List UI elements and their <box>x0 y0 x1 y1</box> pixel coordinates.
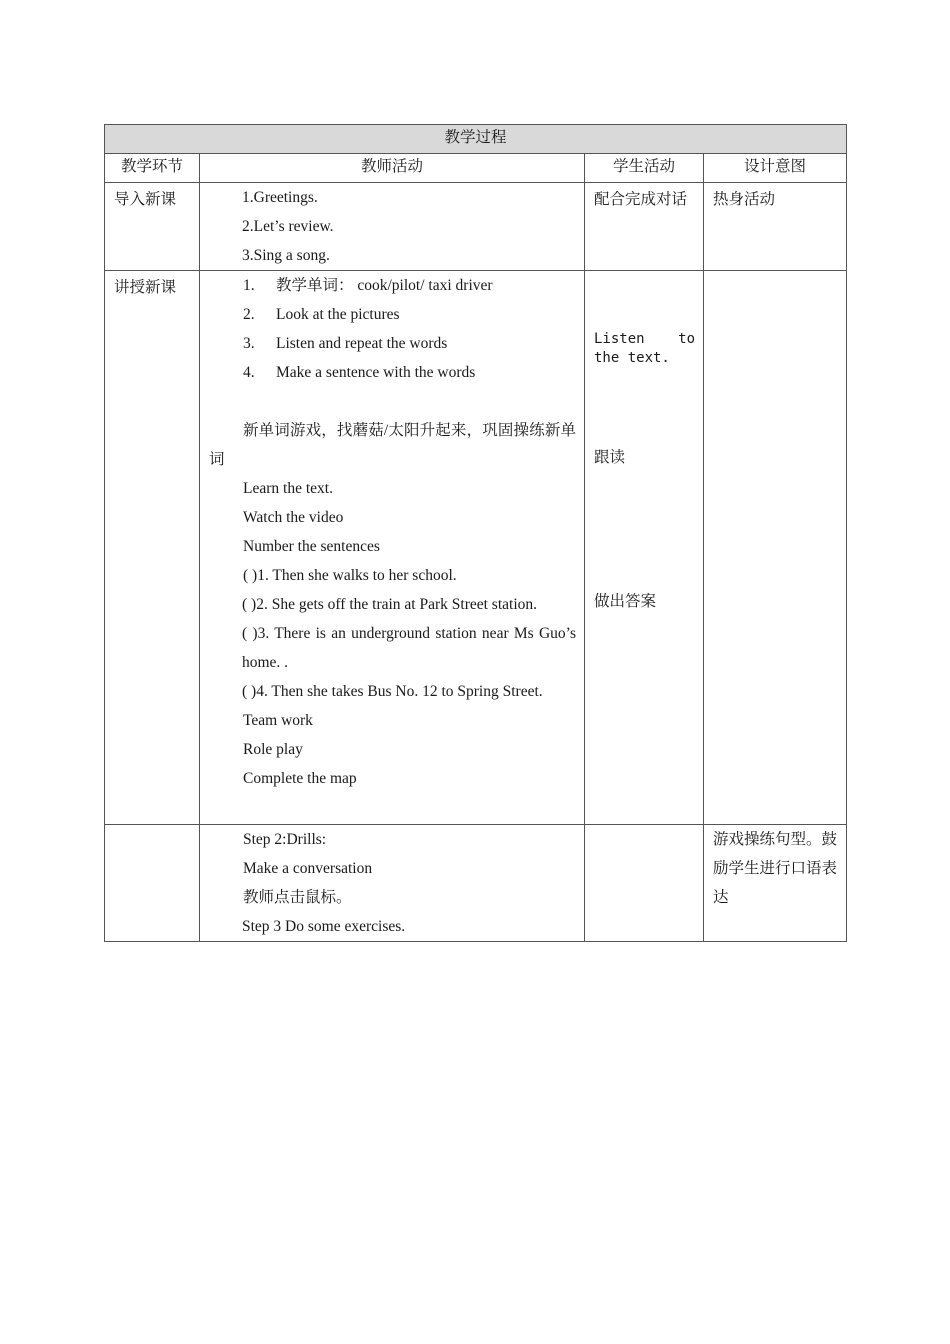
table-row <box>105 183 847 271</box>
sentence-line: ( )1. Then she walks to her school. <box>243 567 457 584</box>
student-activity-cell <box>585 825 704 942</box>
table-title: 教学过程 <box>105 125 847 154</box>
teacher-line: 教师点击鼠标。 <box>243 889 352 906</box>
student-activity-cell <box>585 271 704 825</box>
numbered-item: 1. 教学单词： cook/pilot/ taxi driver <box>243 277 493 294</box>
step-line: Number the sentences <box>243 538 380 555</box>
design-intent-cell: 热身活动 <box>704 183 847 271</box>
task-line: Team work <box>243 712 313 729</box>
teaching-process-table <box>104 124 847 942</box>
sentence-line: ( )4. Then she takes Bus No. 12 to Spring Street. <box>242 683 543 700</box>
design-intent-cell <box>704 825 847 942</box>
header-teacher-activity: 教师活动 <box>200 154 585 183</box>
table-row <box>105 271 847 825</box>
sentence-line: ( )2. She gets off the train at Park Street station. <box>242 596 538 613</box>
teacher-line: 3.Sing a song. <box>242 247 330 264</box>
teacher-line: Make a conversation <box>243 860 373 877</box>
teacher-line: 1.Greetings. <box>242 189 318 206</box>
student-answer: 做出答案 <box>594 593 657 610</box>
stage-cell: 导入新课 <box>105 183 200 271</box>
task-line: Role play <box>243 741 303 758</box>
stage-cell <box>105 825 200 942</box>
step-line: Learn the text. <box>243 480 333 497</box>
teacher-line: Step 3 Do some exercises. <box>242 918 406 935</box>
numbered-item: 2. Look at the pictures <box>243 306 400 323</box>
stage-cell: 讲授新课 <box>105 271 200 825</box>
design-intent-text: 游戏操练句型。鼓励学生进行口语表达 <box>713 831 838 906</box>
teacher-activity-cell <box>200 271 585 825</box>
table-row <box>105 825 847 942</box>
task-line: Complete the map <box>243 770 357 787</box>
student-listen-text: Listen to the text. <box>594 331 695 366</box>
teacher-line: 2.Let’s review. <box>242 218 334 235</box>
header-stage: 教学环节 <box>105 154 200 183</box>
numbered-item: 3. Listen and repeat the words <box>243 335 448 352</box>
numbered-item: 4. Make a sentence with the words <box>243 364 476 381</box>
teacher-activity-cell <box>200 183 585 271</box>
teacher-activity-cell <box>200 825 585 942</box>
header-design-intent: 设计意图 <box>704 154 847 183</box>
student-activity-cell: 配合完成对话 <box>585 183 704 271</box>
student-follow-read: 跟读 <box>594 449 626 466</box>
header-row <box>105 154 847 183</box>
design-intent-cell <box>704 271 847 825</box>
game-paragraph: 新单词游戏，找蘑菇/太阳升起来，巩固操练新单词 <box>209 422 576 468</box>
step-line: Watch the video <box>243 509 344 526</box>
teacher-line: Step 2:Drills: <box>243 831 327 848</box>
sentence-line: ( )3. There is an underground station near Ms Guo’s home. . <box>242 625 576 671</box>
header-student-activity: 学生活动 <box>585 154 704 183</box>
